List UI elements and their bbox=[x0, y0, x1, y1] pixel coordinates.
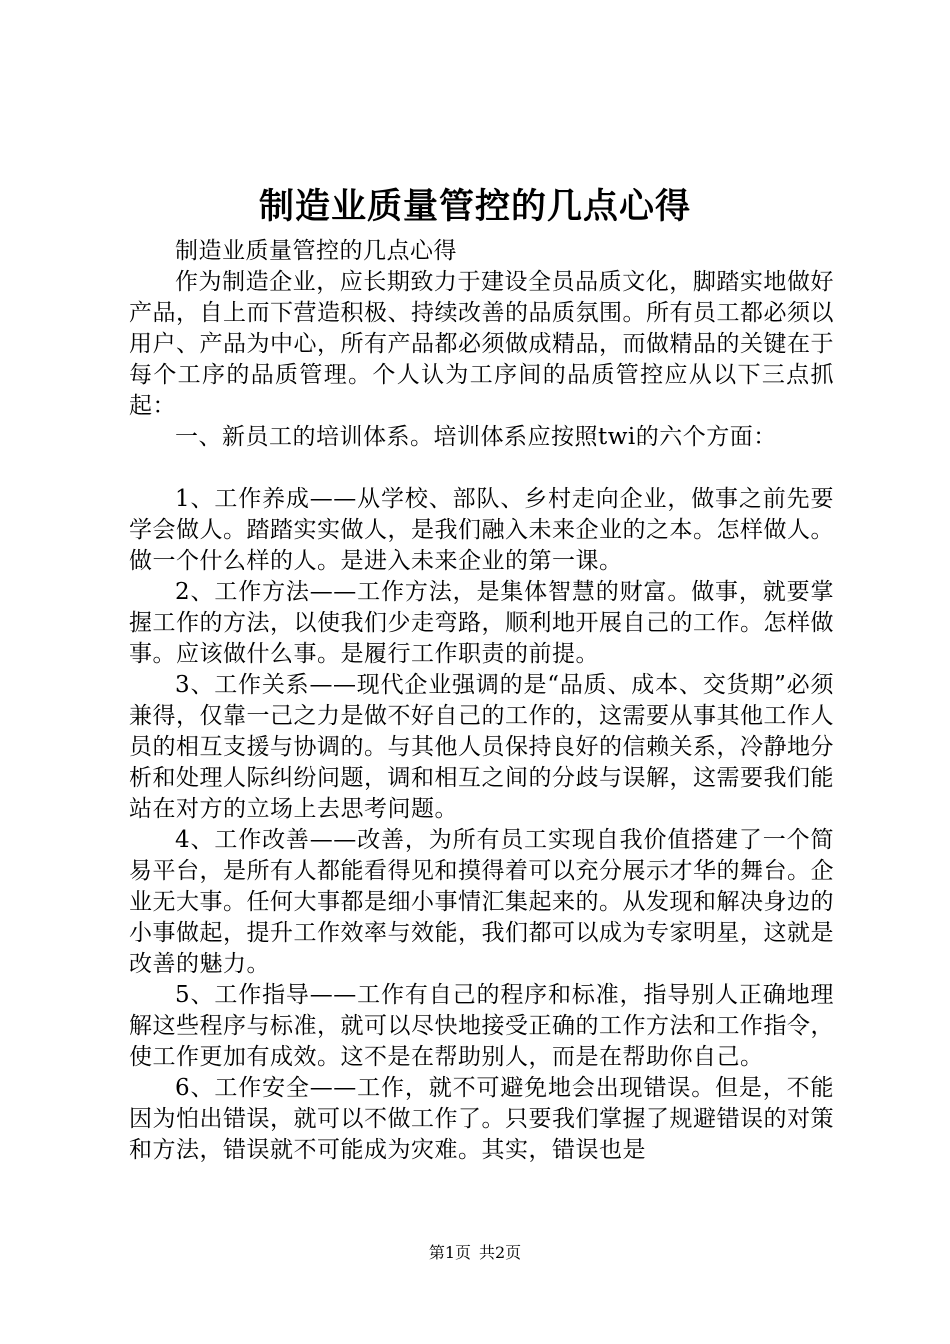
document-body bbox=[129, 236, 834, 1166]
page-number-current: 第1页 bbox=[428, 1243, 471, 1262]
paragraph-section-one: 一、新员工的培训体系。培训体系应按照twi的六个方面： bbox=[175, 424, 777, 450]
paragraph-item-1: 1、工作养成——从学校、部队、乡村走向企业，做事之前先要学会做人。踏踏实实做人，是我们融入未来企业的之本。怎样做人。做一个什么样的人。是进入未来企业的第一课。 bbox=[129, 486, 834, 574]
paragraph-item-6: 6、工作安全——工作，就不可避免地会出现错误。但是，不能因为怕出错误，就可以不做工作了。只要我们掌握了规避错误的对策和方法，错误就不可能成为灾难。其实，错误也是 bbox=[129, 1075, 834, 1163]
paragraph-item-5: 5、工作指导——工作有自己的程序和标准，指导别人正确地理解这些程序与标准，就可以尽快地接受正确的工作方法和工作指令，使工作更加有成效。这不是在帮助别人，而是在帮助你自己。 bbox=[129, 982, 834, 1070]
paragraph-item-3: 3、工作关系——现代企业强调的是“品质、成本、交货期”必须兼得，仅靠一己之力是做不好自己的工作的，这需要从事其他工作人员的相互支援与协调的。与其他人员保持良好的信赖关系，冷静地分析和处理人际纠纷问题，调和相互之间的分歧与误解，这需要我们能站在对方的立场上去思考问题。 bbox=[129, 672, 834, 822]
page-footer bbox=[0, 1241, 950, 1265]
page-number-total: 共2页 bbox=[479, 1243, 522, 1262]
paragraph-intro: 作为制造企业，应长期致力于建设全员品质文化，脚踏实地做好产品，自上而下营造积极、持续改善的品质氛围。所有员工都必须以用户、产品为中心，所有产品都必须做成精品，而做精品的关键在于每个工序的品质管理。个人认为工序间的品质管控应从以下三点抓起： bbox=[129, 269, 834, 419]
paragraph-item-2: 2、工作方法——工作方法，是集体智慧的财富。做事，就要掌握工作的方法，以使我们少走弯路，顺利地开展自己的工作。怎样做事。应该做什么事。是履行工作职责的前提。 bbox=[129, 579, 834, 667]
paragraph-subtitle: 制造业质量管控的几点心得 bbox=[175, 238, 457, 264]
paragraph-item-4: 4、工作改善——改善，为所有员工实现自我价值搭建了一个简易平台，是所有人都能看得见和摸得着可以充分展示才华的舞台。企业无大事。任何大事都是细小事情汇集起来的。从发现和解决身边的小事做起，提升工作效率与效能，我们都可以成为专家明星，这就是改善的魅力。 bbox=[129, 827, 834, 977]
document-title: 制造业质量管控的几点心得 bbox=[258, 186, 691, 227]
